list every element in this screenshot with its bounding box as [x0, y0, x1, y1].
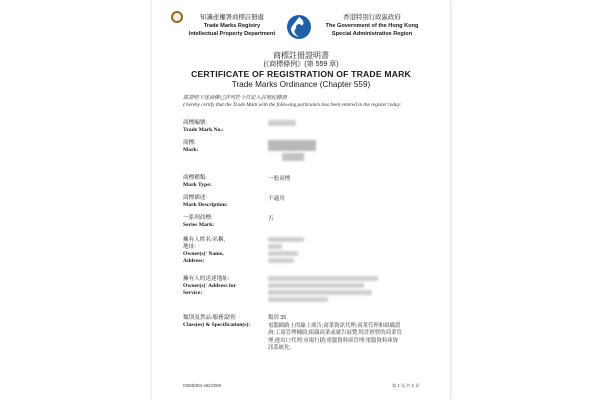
class-head: 類別 35 — [268, 315, 287, 321]
footer-page-number: 第 1 頁,共 2 頁 — [392, 383, 420, 388]
redacted-text — [268, 297, 328, 302]
header-left-zh: 知識產權署商標註冊處 — [200, 14, 264, 21]
mark-image — [268, 140, 316, 163]
class-spec-line: 理;進出口代理;市場行銷;電腦資料庫管理;電腦資料庫資 — [268, 337, 398, 344]
certify-zh: 茲證明下述商標已詳列於今日記入註冊紀錄冊 — [183, 95, 287, 101]
footer-reference: IS569/304-4622/069 — [183, 383, 221, 388]
classes-value — [268, 315, 402, 353]
class-spec-line: 電腦網路上的線上廣告;商業資訊代理;商業管理和組織諮 — [268, 322, 401, 329]
title-en: CERTIFICATE OF REGISTRATION OF TRADE MARK — [191, 69, 411, 79]
header-left-en-1: Trade Marks Registry — [203, 23, 261, 29]
mark-type-value: 一般商標 — [268, 176, 291, 182]
owner-value — [268, 237, 304, 265]
mark-label: 商標: Mark: — [183, 140, 199, 153]
punch-hole — [171, 11, 183, 23]
service-address-label: 擁有人的送達地址: Owner(s)' Address for Service: — [183, 276, 237, 296]
mark-description-value: 不適用 — [268, 196, 285, 202]
header-right-en-2: Special Administrative Region — [331, 31, 413, 37]
certify-statement — [183, 95, 433, 109]
owner-label: 擁有人姓名/名稱, 地址: Owner(s)' Name, Address: — [183, 237, 226, 264]
header-right-en-1: The Government of the Hong Kong — [325, 23, 419, 29]
series-mark-label: 一系列商標: Series Mark: — [183, 215, 215, 228]
service-address-value — [268, 276, 378, 304]
header-right-zh: 香港特別行政區政府 — [343, 14, 401, 21]
redacted-text — [268, 237, 304, 242]
redacted-text — [268, 251, 298, 256]
redacted-mark — [268, 140, 316, 151]
trade-mark-no-value — [268, 120, 296, 128]
mark-type-label: 商標種類: Mark Type: — [183, 175, 212, 188]
redacted-text — [268, 290, 372, 295]
certify-en: I hereby certify that the Trade Mark with the following particulars has been entered in the register today: — [183, 102, 402, 108]
redacted-text — [268, 244, 282, 249]
redacted-text — [268, 276, 378, 281]
redacted-text — [268, 120, 296, 126]
title-block — [160, 51, 442, 90]
class-spec-line: 詢;工商管理輔助;組織商業或廣告展覽;特許經營的商業管 — [268, 330, 402, 337]
series-mark-value: 否 — [268, 216, 274, 222]
mark-description-label: 商標描述: Mark Description: — [183, 195, 228, 208]
title-zh: 商標註冊證明書 — [273, 51, 329, 60]
header-left-en-2: Intellectual Property Department — [188, 31, 276, 37]
title-zh-ordinance: (《商標條例》(第 559 章) — [263, 61, 339, 68]
header-right — [318, 14, 426, 38]
title-en-ordinance: Trade Marks Ordinance (Chapter 559) — [231, 80, 371, 89]
class-spec-line: 訊系統化。 — [268, 345, 295, 352]
redacted-text — [268, 283, 364, 288]
redacted-text — [268, 258, 294, 263]
header-left — [183, 14, 281, 38]
hksar-emblem-logo — [285, 13, 313, 41]
trade-mark-no-label: 商標編號: Trade Mark No.: — [183, 120, 224, 133]
classes-label: 類別及貨品/服務說明: Class(es) & Specification(s): — [183, 315, 251, 328]
redacted-mark — [282, 153, 304, 161]
